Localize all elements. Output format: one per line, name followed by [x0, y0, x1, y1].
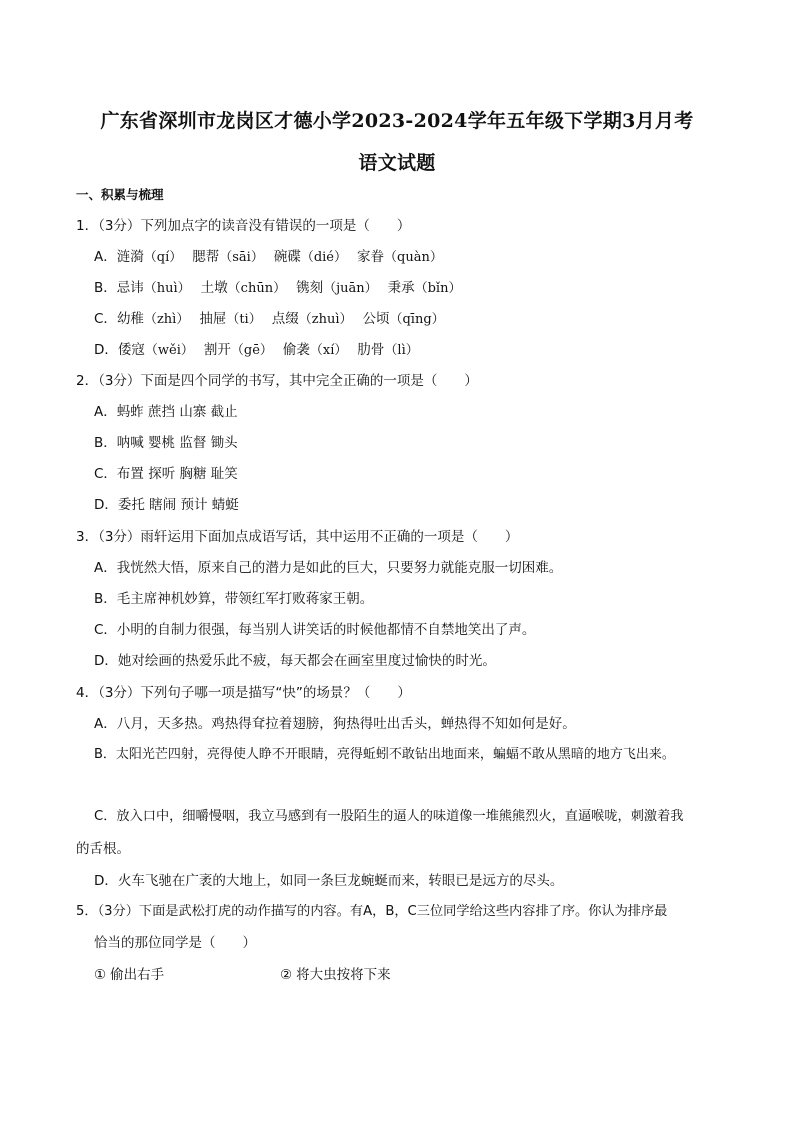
word: 点缀	[271, 311, 299, 327]
word: 割开	[203, 342, 231, 358]
question-2-option-d: D．委托 瞎闹 预计 蜻蜓	[94, 497, 239, 513]
exam-title-line1: 广东省深圳市龙岗区才德小学2023-2024学年五年级下学期3月月考	[100, 110, 694, 132]
pinyin: （dié）	[300, 250, 348, 265]
item-text: 将大虫按将下来	[296, 967, 391, 983]
section-heading: 一、积累与梳理	[76, 187, 164, 202]
question-5-item-2	[280, 966, 391, 984]
word: 偷袭	[282, 342, 310, 358]
word: 碗碟	[273, 249, 301, 265]
question-1-option-d: D．倭寇（wěi） 割开（gē） 偷袭（xí） 肋骨（lì）	[94, 342, 419, 358]
pinyin: （huì）	[143, 281, 191, 296]
item-number: ①	[94, 967, 107, 983]
pinyin: （gē）	[230, 343, 273, 358]
word: 抽屉	[199, 311, 227, 327]
question-4-option-c-continued: 的舌根。	[76, 841, 130, 857]
question-3-option-a: A．我恍然大悟，原来自己的潜力是如此的巨大，只要努力就能克服一切困难。	[94, 560, 563, 576]
question-1-option-b: B．忌讳（huì） 土墩（chūn） 镌刻（juān） 秉承（bǐn）	[94, 280, 462, 296]
question-2-option-a: A．蚂蚱 蔗挡 山寨 截止	[94, 404, 238, 420]
question-3-option-b: B．毛主席神机妙算，带领红军打败蒋家王朝。	[94, 591, 374, 607]
question-1-stem: 1．（3分）下列加点字的读音没有错误的一项是（ ）	[76, 218, 411, 234]
word: 土墩	[200, 280, 228, 296]
item-number: ②	[280, 967, 293, 983]
question-5-item-1	[94, 966, 164, 984]
word: 秉承	[387, 280, 415, 296]
question-2-stem: 2．（3分）下面是四个同学的书写，其中完全正确的一项是（ ）	[76, 373, 478, 389]
word: 肋骨	[357, 342, 385, 358]
question-3-option-d: D．她对绘画的热爱乐此不疲，每天都会在画室里度过愉快的时光。	[94, 653, 496, 669]
word: 家眷	[357, 249, 385, 265]
pinyin: （quàn）	[384, 250, 443, 265]
pinyin: （zhuì）	[298, 312, 353, 327]
question-2-option-c: C．布置 探听 胸糖 耻笑	[94, 466, 238, 482]
word: 腮帮	[192, 249, 220, 265]
pinyin: （bǐn）	[414, 281, 462, 296]
pinyin: （sāi）	[219, 250, 264, 265]
pinyin: （lì）	[384, 343, 419, 358]
pinyin: （qí）	[143, 250, 183, 265]
word: 倭寇	[117, 342, 145, 358]
question-3-option-c: C．小明的自制力很强，每当别人讲笑话的时候他都情不自禁地笑出了声。	[94, 622, 536, 638]
pinyin: （juān）	[323, 281, 378, 296]
word: 公顷	[362, 311, 390, 327]
pinyin: （wěi）	[144, 343, 194, 358]
pinyin: （xí）	[309, 343, 348, 358]
pinyin: （zhì）	[143, 312, 190, 327]
word: 幼稚	[116, 311, 144, 327]
question-4-option-b: B．太阳光芒四射，亮得使人睁不开眼睛，亮得蚯蚓不敢钻出地面来，蝙蝠不敢从黑暗的地方飞出来。	[94, 747, 675, 762]
question-5-stem: 5．（3分）下面是武松打虎的动作描写的内容。有A，B，C三位同学给这些内容排了序。你认为排序最	[76, 904, 668, 919]
exam-title-line2: 语文试题	[358, 152, 436, 174]
question-4-stem: 4．（3分）下列句子哪一项是描写“快”的场景？（ ）	[76, 685, 411, 701]
pinyin: （qīng）	[389, 312, 445, 327]
question-1-option-a: A．涟漪（qí） 腮帮（sāi） 碗碟（dié） 家眷（quàn）	[94, 249, 443, 265]
question-4-option-a: A．八月，天多热。鸡热得耷拉着翅膀，狗热得吐出舌头，蝉热得不知如何是好。	[94, 716, 576, 732]
question-4-option-c: C．放入口中，细嚼慢咽，我立马感到有一股陌生的逼人的味道像一堆熊熊烈火，直逼喉咙，刺激着我	[94, 809, 684, 824]
item-text: 偷出右手	[110, 967, 165, 983]
question-5-stem-continued: 恰当的那位同学是（ ）	[94, 935, 256, 951]
word: 镌刻	[296, 280, 324, 296]
word: 忌讳	[116, 280, 144, 296]
question-2-option-b: B．呐喊 婴桃 监督 锄头	[94, 435, 238, 451]
word: 涟漪	[116, 249, 144, 265]
pinyin: （ti）	[226, 312, 262, 327]
pinyin: （chūn）	[227, 281, 287, 296]
question-3-stem: 3．（3分）雨轩运用下面加点成语写话，其中运用不正确的一项是（ ）	[76, 529, 519, 545]
question-4-option-d: D．火车飞驰在广袤的大地上，如同一条巨龙蜿蜒而来，转眼已是远方的尽头。	[94, 873, 564, 889]
question-1-option-c: C．幼稚（zhì） 抽屉（ti） 点缀（zhuì） 公顷（qīng）	[94, 311, 445, 327]
